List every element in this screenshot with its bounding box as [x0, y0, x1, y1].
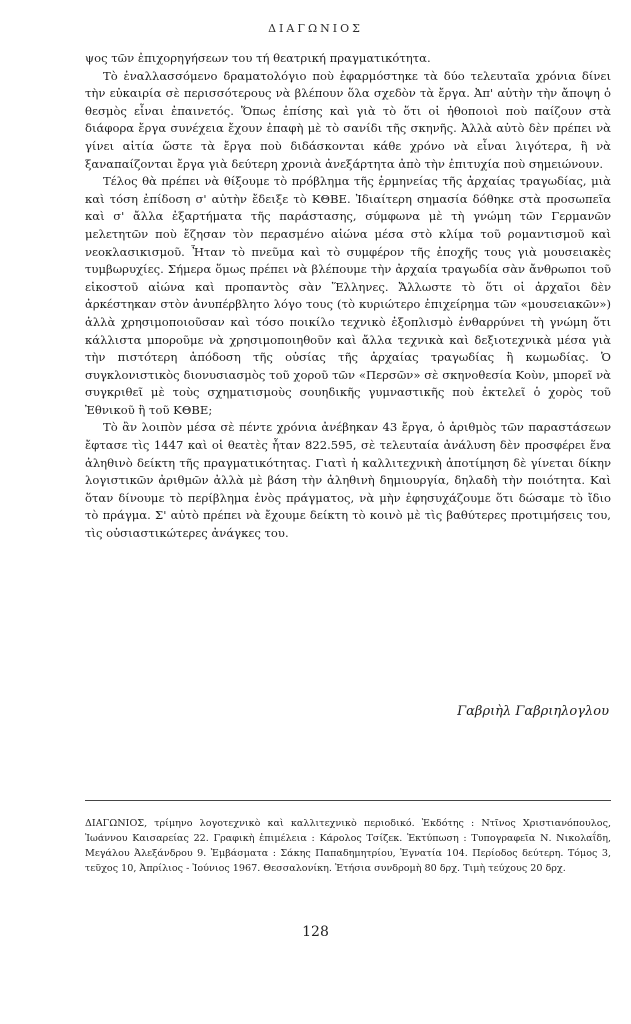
paragraph-2: Τὸ ἐναλλασσόμενο δραματολόγιο ποὺ ἐφαρμόστηκε τὰ δύο τελευταῖα χρόνια δίνει τὴν εὐκαιρία σὲ περισσότερους νὰ βλέπουν ὅλα σχεδὸν τὰ ἔργα. Ἀπ' αὐτὴν τὴν ἄποψη ὁ θεσμὸς εἶναι ἐπαινετός. Ὅπως ἐπίσης καὶ γιὰ τὸ ὅτι οἱ ἠθοποιοὶ ποὺ παίζουν στὰ διάφορα ἔργα συνέχεια ἔχουν ἐπαφὴ μὲ τὸ σανίδι τῆς σκηνῆς. Ἀλλὰ αὐτὸ δὲν πρέπει νὰ γίνει αἰτία ὥστε τὰ ἔργα ποὺ διδάσκονται κάθε χρόνο νὰ εἶναι λιγότερα, ἢ νὰ ξαναπαίζονται ἔργα γιὰ δεύτερη χρονιὰ ἀνεξάρτητα ἀπὸ τὴν ἐπιτυχία ποὺ σημειώνουν.: [85, 68, 611, 171]
paragraph-1: ψος τῶν ἐπιχορηγήσεων του τή θεατρική πραγματικότητα.: [85, 51, 431, 65]
paragraph-3: Τέλος θὰ πρέπει νὰ θίξουμε τὸ πρόβλημα τῆς ἑρμηνείας τῆς ἀρχαίας τραγωδίας, μιὰ καὶ τόση ἐπίδοση σ' αὐτὴν ἔδειξε τὸ ΚΘΒΕ. Ἰδιαίτερη σημασία δόθηκε στὰ προσωπεῖα καὶ σ' ἄλλα ἐξαρτήματα τῆς παράστασης, σύμφωνα μὲ τὴ γνώμη τῶν Γερμανῶν μελετητῶν ποὺ ἔζησαν τὸν περασμένο αἰώνα μέσα στὸ κλίμα τοῦ ρομαντισμοῦ καὶ νεοκλασικισμοῦ. Ἦταν τὸ πνεῦμα καὶ τὸ συμφέρον τῆς ἐποχῆς τους γιὰ μουσειακὲς τυμβωρυχίες. Σήμερα ὅμως πρέπει νὰ βλέπουμε τὴν ἀρχαία τραγωδία σὰν ἄνθρωποι τοῦ εἰκοστοῦ αἰώνα καὶ προπαντὸς σὰν Ἕλληνες. Ἄλλωστε τὸ ὅτι οἱ ἀρχαῖοι δὲν ἀρκέστηκαν στὸν ἀνυπέρβλητο λόγο τους (τὸ κυριώτερο ἐπιχείρημα τῶν «μουσειακῶν») ἀλλὰ χρησιμοποιοῦσαν καὶ τόσο ποικίλο τεχνικὸ ἐξοπλισμὸ ἐνθαρρύνει τὴ γνώμη ὅτι κάλλιστα μποροῦμε νὰ χρησιμοποιηθοῦν καὶ ἄλλα τεχνικὰ καὶ δεξιοτεχνικὰ μέσα γιὰ τὴν πιστότερη ἀπόδοση τῆς οὐσίας τῆς ἀρχαίας τραγωδίας ἢ κωμωδίας. Ὁ συγκλονιστικὸς διονυσιασμὸς τοῦ χοροῦ τῶν «Περσῶν» σὲ σκηνοθεσία Κοὺν, μπορεῖ νὰ συγκριθεῖ μὲ τοὺς σχηματισμοὺς σουηδικῆς γυμναστικῆς ποὺ ἐκτελεῖ ὁ χορὸς τοῦ Ἐθνικοῦ ἢ τοῦ ΚΘΒΕ;: [85, 174, 611, 417]
page-number: 128: [302, 924, 329, 940]
colophon: ΔΙΑΓΩΝΙΟΣ, τρίμηνο λογοτεχνικὸ καὶ καλλιτεχνικὸ περιοδικό. Ἐκδότης : Ντῖνος Χριστιανόπουλος, Ἰωάννου Καισαρείας 22. Γραφικὴ ἐπιμέλεια : Κάρολος Τσίζεκ. Ἐκτύπωση : Τυπογραφεῖα Ν. Νικολαΐδη, Μεγάλου Ἀλεξάνδρου 9. Ἐμβάσματα : Σάκης Παπαδημητρίου, Ἐγνατία 104. Περίοδος δεύτερη. Τόμος 3, τεῦχος 10, Ἀπρίλιος - Ἰούνιος 1967. Θεσσαλονίκη. Ἐτήσια συνδρομὴ 80 δρχ. Τιμὴ τεύχους 20 δρχ.: [85, 818, 611, 874]
article-body: [85, 50, 611, 543]
divider-rule: [85, 800, 611, 801]
running-head: ΔΙΑΓΩΝΙΟΣ: [268, 22, 363, 35]
author-signature: Γαβριὴλ Γαβριηλογλου: [457, 704, 609, 719]
paragraph-4: Τὸ ἂν λοιπὸν μέσα σὲ πέντε χρόνια ἀνέβηκαν 43 ἔργα, ὁ ἀριθμὸς τῶν παραστάσεων ἔφτασε τὶς 1447 καὶ οἱ θεατὲς ἦταν 822.595, σὲ τελευταία ἀνάλυση δὲν προσφέρει ἕνα ἀληθινὸ δείκτη τῆς πραγματικότητας. Γιατὶ ἡ καλλιτεχνικὴ ἀποτίμηση δὲ γίνεται δίκην λογιστικῶν ἀριθμῶν ἀλλὰ μὲ βάση τὴν ἀληθινὴ δημιουργία, δηλαδὴ τὴν ποιότητα. Καὶ ὅταν δίνουμε τὸ περίβλημα ἑνὸς πράγματος, νὰ μὴν ἐφησυχάζουμε ὅτι δώσαμε τὸ ἴδιο τὸ πράγμα. Σ' αὐτὸ πρέπει νὰ ἔχουμε δείκτη τὸ κοινὸ μὲ τὶς βαθύτερες προτιμήσεις του, τὶς οὐσιαστικώτερες ἀνάγκες του.: [85, 420, 611, 541]
